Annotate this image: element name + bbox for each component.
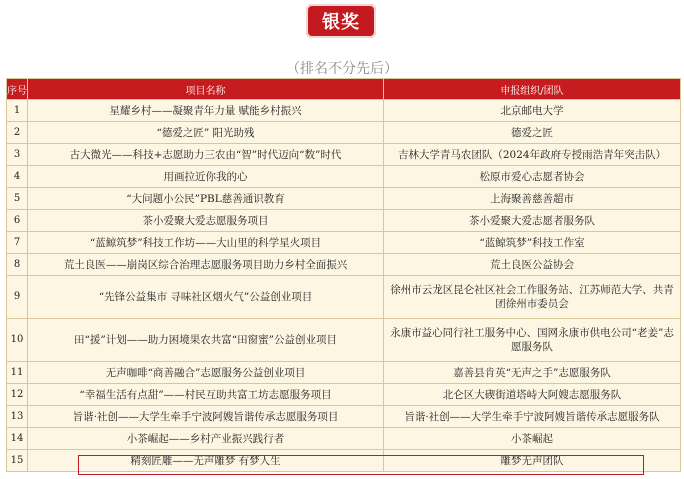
table-row xyxy=(7,406,681,428)
table-header-row xyxy=(7,79,681,100)
project-name: 古大微光——科技+志愿助力三农由“智”时代迈向“数”时代 xyxy=(28,144,384,166)
organization: 北京邮电大学 xyxy=(384,100,681,122)
row-index: 9 xyxy=(7,276,28,319)
organization: 茶小爱聚大爱志愿者服务队 xyxy=(384,210,681,232)
project-name: 田“援”计划——助力困境果农共富“田窗蜜”公益创业项目 xyxy=(28,319,384,362)
header-index: 序号 xyxy=(7,79,28,100)
project-name: “大问题小公民”PBL慈善通识教育 xyxy=(28,188,384,210)
organization: 旨谐·社创——大学生牵手宁波阿嫂旨谐传承志愿服务队 xyxy=(384,406,681,428)
organization: 雕梦无声团队 xyxy=(384,450,681,472)
organization: 德爱之匠 xyxy=(384,122,681,144)
row-index: 3 xyxy=(7,144,28,166)
table-row xyxy=(7,428,681,450)
row-index: 11 xyxy=(7,362,28,384)
row-index: 6 xyxy=(7,210,28,232)
table-row xyxy=(7,362,681,384)
row-index: 1 xyxy=(7,100,28,122)
table-row xyxy=(7,384,681,406)
organization: 松原市爱心志愿者协会 xyxy=(384,166,681,188)
row-index: 13 xyxy=(7,406,28,428)
project-name: 旨谐·社创——大学生牵手宁波阿嫂旨谐传承志愿服务项目 xyxy=(28,406,384,428)
ranking-note: （排名不分先后） xyxy=(286,61,398,77)
project-name: 用画拉近你我的心 xyxy=(28,166,384,188)
organization: 上海聚善慈善超市 xyxy=(384,188,681,210)
table-row xyxy=(7,100,681,122)
table-row xyxy=(7,450,681,472)
row-index: 8 xyxy=(7,254,28,276)
row-index: 5 xyxy=(7,188,28,210)
table-row xyxy=(7,232,681,254)
award-table xyxy=(6,78,681,472)
project-name: “蓝鲸筑梦”科技工作坊——大山里的科学星火项目 xyxy=(28,232,384,254)
table-row xyxy=(7,122,681,144)
project-name: 荒土良医——崩岗区综合治理志愿服务项目助力乡村全面振兴 xyxy=(28,254,384,276)
silver-award-badge: 银奖 xyxy=(306,4,376,38)
row-index: 10 xyxy=(7,319,28,362)
row-index: 7 xyxy=(7,232,28,254)
organization: 荒土良医公益协会 xyxy=(384,254,681,276)
project-name: 茶小爱聚大爱志愿服务项目 xyxy=(28,210,384,232)
row-index: 14 xyxy=(7,428,28,450)
project-name: 无声咖啡“商善融合”志愿服务公益创业项目 xyxy=(28,362,384,384)
project-name: 小茶崛起——乡村产业振兴践行者 xyxy=(28,428,384,450)
table-row xyxy=(7,319,681,362)
header-project-name: 项目名称 xyxy=(28,79,384,100)
row-index: 2 xyxy=(7,122,28,144)
table-row xyxy=(7,144,681,166)
header-organization: 申报组织/团队 xyxy=(384,79,681,100)
project-name: 精刻匠雕——无声雕梦 有梦人生 xyxy=(28,450,384,472)
table-row xyxy=(7,254,681,276)
organization: “蓝鲸筑梦”科技工作室 xyxy=(384,232,681,254)
table-row xyxy=(7,166,681,188)
organization: 北仑区大碶街道塔峙大阿嫂志愿服务队 xyxy=(384,384,681,406)
row-index: 12 xyxy=(7,384,28,406)
row-index: 15 xyxy=(7,450,28,472)
organization: 徐州市云龙区昆仑社区社会工作服务站、江苏师范大学、共青团徐州市委员会 xyxy=(384,276,681,319)
project-name: “先锋公益集市 寻味社区烟火气”公益创业项目 xyxy=(28,276,384,319)
project-name: “德爱之匠” 阳光助残 xyxy=(28,122,384,144)
organization: 嘉善县肯英“无声之手”志愿服务队 xyxy=(384,362,681,384)
row-index: 4 xyxy=(7,166,28,188)
project-name: 星耀乡村——凝聚青年力量 赋能乡村振兴 xyxy=(28,100,384,122)
organization: 永康市益心同行社工服务中心、国网永康市供电公司“老姜”志愿服务队 xyxy=(384,319,681,362)
project-name: “幸福生活有点甜”——村民互助共富工坊志愿服务项目 xyxy=(28,384,384,406)
table-row xyxy=(7,276,681,319)
table-row xyxy=(7,188,681,210)
organization: 小茶崛起 xyxy=(384,428,681,450)
table-row xyxy=(7,210,681,232)
organization: 吉林大学青马农团队（2024年政府专授雨浩青年突击队） xyxy=(384,144,681,166)
